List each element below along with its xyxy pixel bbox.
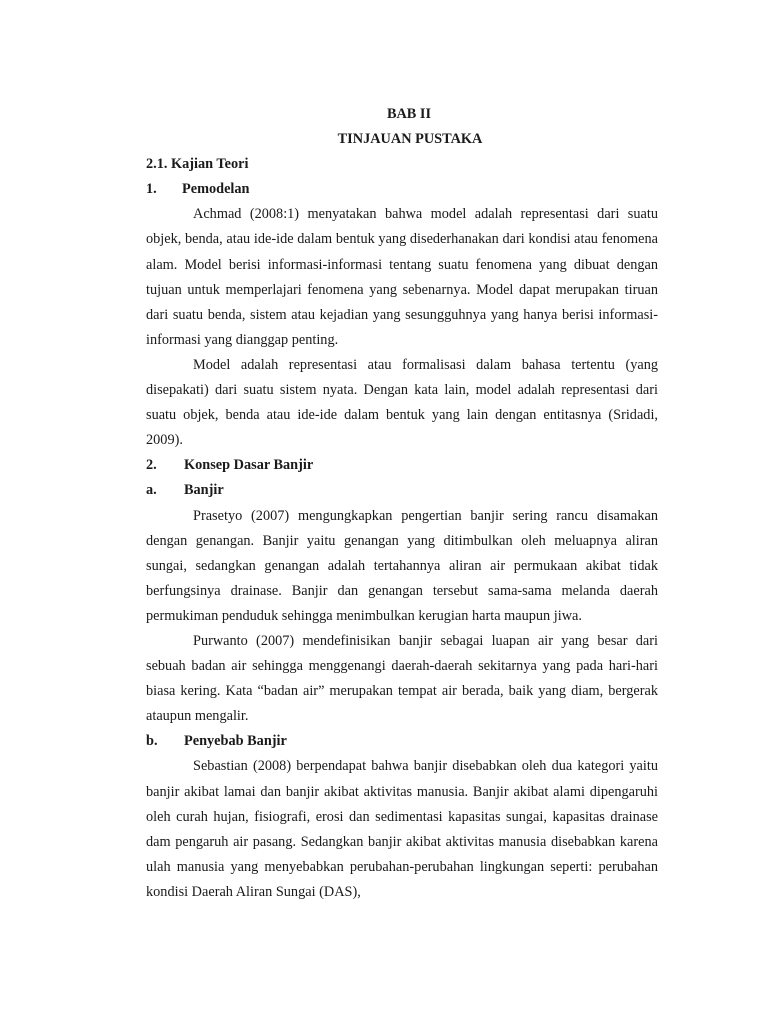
subsubsection-letter: b. xyxy=(146,733,158,750)
paragraph-1: Achmad (2008:1) menyatakan bahwa model adalah representasi dari suatu objek, benda, atau ide-ide dalam bentuk yang disederhanakan dari kondisi atau fenomena alam. Model berisi informasi-informasi tentang suatu fenomena yang dibuat dengan tujuan untuk memperlajari fenomena yang sebenarnya. Model dapat merupakan tiruan dari suatu benda, sistem atau kejadian yang sesungguhnya yang hanya berisi informasi-informasi yang dianggap penting. xyxy=(146,206,658,348)
subsection-heading-konsep-banjir xyxy=(146,453,658,478)
subsection-title: Pemodelan xyxy=(182,181,250,198)
subsubsection-title: Banjir xyxy=(184,482,224,499)
section-heading: 2.1. Kajian Teori xyxy=(146,156,249,173)
paragraph-2: Model adalah representasi atau formalisasi dalam bahasa tertentu (yang disepakati) dari suatu sistem nyata. Dengan kata lain, model adalah representasi dari suatu objek, benda atau ide-ide dalam bentuk yang lain dengan entitasnya (Sridadi, 2009). xyxy=(146,356,658,449)
subsection-number: 1. xyxy=(146,181,157,198)
subsection-heading-pemodelan xyxy=(146,177,658,202)
subsubsection-title: Penyebab Banjir xyxy=(184,733,287,750)
subsubsection-heading-penyebab-banjir xyxy=(146,729,658,754)
paragraph-3: Prasetyo (2007) mengungkapkan pengertian banjir sering rancu disamakan dengan genangan. Banjir yaitu genangan yang ditimbulkan oleh meluapnya aliran sungai, sedangkan genangan adalah tertahannya aliran air permukaan akibat tidak berfungsinya drainase. Banjir dan genangan tersebut sama-sama melanda daerah permukiman penduduk sehingga menimbulkan kerugian harta maupun jiwa. xyxy=(146,507,658,624)
paragraph-4: Purwanto (2007) mendefinisikan banjir sebagai luapan air yang besar dari sebuah badan air sehingga menggenangi daerah-daerah sekitarnya yang pada hari-hari biasa kering. Kata “badan air” merupakan tempat air berada, baik yang diam, bergerak ataupun mengalir. xyxy=(146,632,658,725)
chapter-title: TINJAUAN PUSTAKA xyxy=(337,131,483,148)
subsubsection-heading-banjir xyxy=(146,478,658,503)
subsection-title: Konsep Dasar Banjir xyxy=(184,457,314,474)
subsection-number: 2. xyxy=(146,457,157,474)
subsubsection-letter: a. xyxy=(146,482,157,499)
paragraph-5: Sebastian (2008) berpendapat bahwa banjir disebabkan oleh dua kategori yaitu banjir akibat lamai dan banjir akibat aktivitas manusia. Banjir akibat alami dipengaruhi oleh curah hujan, fisiografi, erosi dan sedimentasi kapasitas sungai, kapasitas drainase dam pengaruh air pasang. Sedangkan banjir akibat aktivitas manusia disebabkan karena ulah manusia yang menyebabkan perubahan-perubahan lingkungan seperti: perubahan kondisi Daerah Aliran Sungai (DAS), xyxy=(146,758,658,900)
chapter-number: BAB II xyxy=(386,106,432,122)
